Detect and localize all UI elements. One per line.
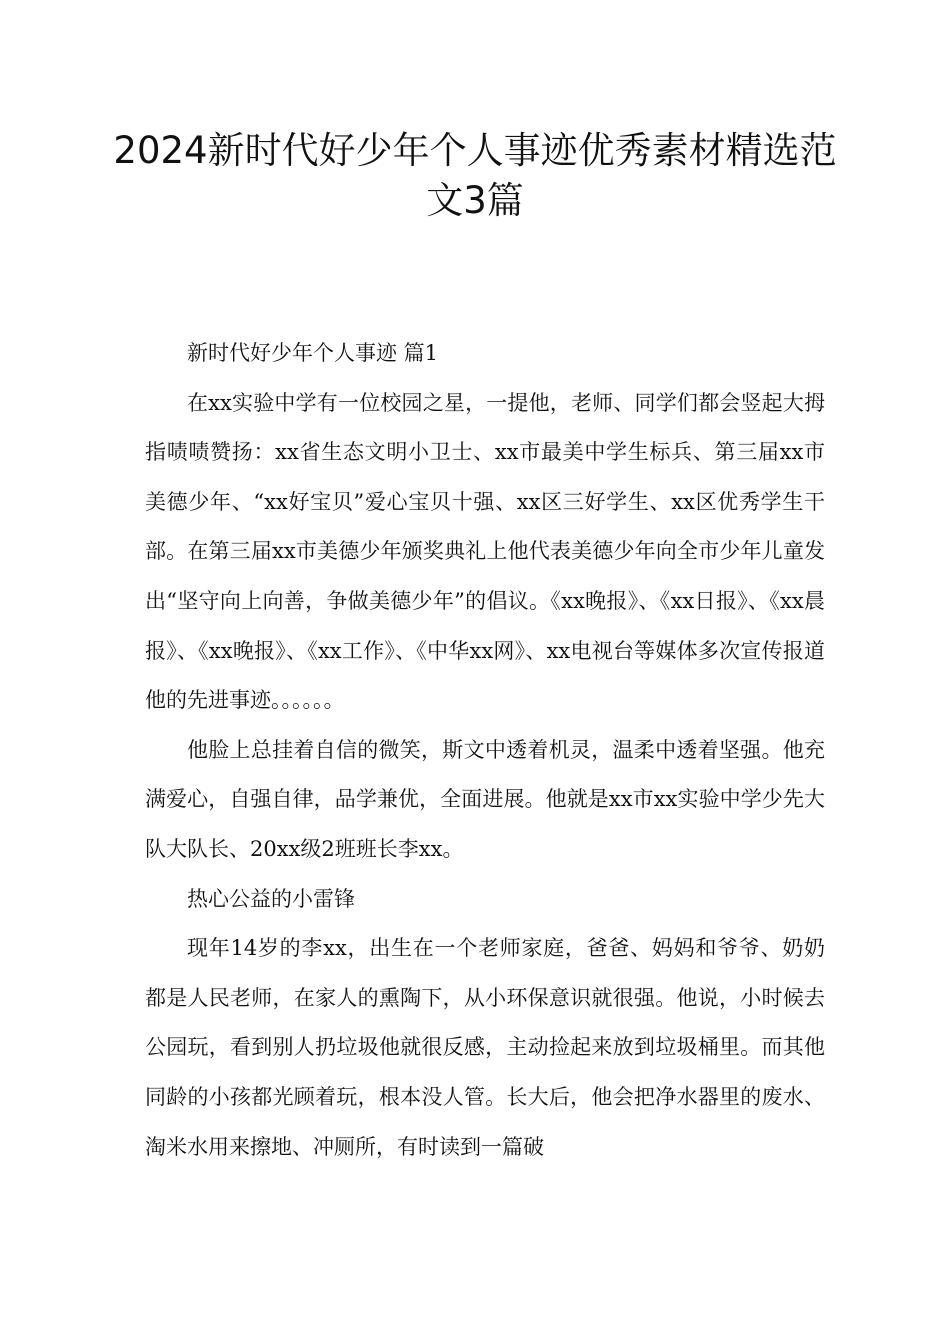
section-heading: 新时代好少年个人事迹 篇1 <box>187 341 439 365</box>
body-paragraph: 他脸上总挂着自信的微笑，斯文中透着机灵，温柔中透着坚强。他充满爱心，自强自律，品学兼优，全面进展。他就是xx市xx实验中学少先大队大队长、20xx级2班班长李xx。 <box>145 737 825 861</box>
body-paragraph: 在xx实验中学有一位校园之星，一提他，老师、同学们都会竖起大拇指啧啧赞扬：xx省生态文明小卫士、xx市最美中学生标兵、第三届xx市美德少年、“xx好宝贝”爱心宝贝十强、xx区三好学生、xx区优秀学生干部。在第三届xx市美德少年颁奖典礼上他代表美德少年向全市少年儿童发出“坚守向上向善，争做美德少年”的倡议。《xx晚报》、《xx日报》、《xx晨报》、《xx晚报》、《xx工作》、《中华xx网》、xx电视台等媒体多次宣传报道他的先进事迹。。。。。。 <box>145 390 825 713</box>
document-body <box>145 329 825 1172</box>
document-title: 2024新时代好少年个人事迹优秀素材精选范文3篇 <box>113 129 837 222</box>
body-paragraph: 现年14岁的李xx，出生在一个老师家庭，爸爸、妈妈和爷爷、奶奶都是人民老师，在家人的熏陶下，从小环保意识就很强。他说，小时候去公园玩，看到别人扔垃圾他就很反感，主动捡起来放到垃圾桶里。而其他同龄的小孩都光顾着玩，根本没人管。长大后，他会把净水器里的废水、淘米水用来擦地、冲厕所，有时读到一篇破 <box>145 936 825 1159</box>
subheading: 热心公益的小雷锋 <box>187 886 355 911</box>
